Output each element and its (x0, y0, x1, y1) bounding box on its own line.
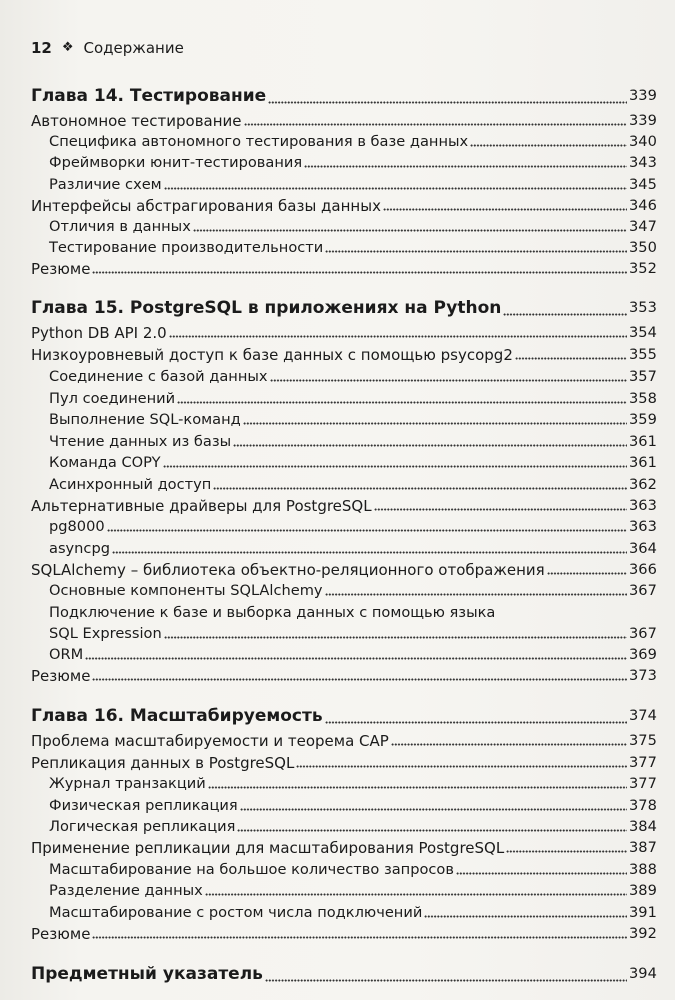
toc-entry-page: 369 (629, 646, 657, 663)
dot-leader (164, 187, 627, 190)
dot-leader (325, 593, 627, 596)
toc-entry-title: Масштабирование на большое количество запросов (49, 861, 454, 878)
dot-leader (456, 872, 627, 875)
toc-entry-page: 364 (629, 540, 657, 557)
toc-entry-page: 340 (629, 133, 657, 150)
toc-entry-title: Физическая репликация (49, 797, 238, 814)
toc-entry-title: Подключение к базе и выборка данных с помощью языка (49, 604, 496, 621)
toc-entry-title: ORM (49, 646, 84, 663)
dot-leader (506, 850, 627, 853)
toc-entry-page: 362 (629, 476, 657, 493)
toc-entry-title: Автономное тестирование (31, 112, 242, 130)
toc-entry-page: 375 (629, 732, 657, 749)
toc-entry-title: Логическая репликация (49, 818, 236, 835)
toc-entry-title: Пул соединений (49, 390, 176, 407)
toc-entry-page: 339 (629, 87, 657, 104)
toc-entry-title: Отличия в данных (49, 218, 191, 235)
toc-subsection-entry-continuation (49, 623, 656, 643)
toc-entry-title: Применение репликации для масштабирования PostgreSQL (31, 839, 505, 857)
toc-entry-title: Масштабирование с ростом числа подключений (49, 904, 423, 921)
dot-leader (233, 444, 627, 447)
toc-entry-page: 377 (629, 775, 657, 792)
toc-entry-page: 384 (629, 818, 657, 835)
toc-entry-page: 358 (629, 390, 657, 407)
toc-entry-title-continuation: SQL Expression (49, 625, 162, 642)
toc-entry-page: 357 (629, 368, 657, 385)
toc-subsection-entry (49, 431, 656, 451)
toc-subsection-entry (49, 174, 656, 194)
toc-entry-page: 374 (629, 707, 657, 724)
dot-leader (107, 529, 627, 532)
toc-entry-title: Интерфейсы абстрагирования базы данных (31, 197, 381, 215)
dot-leader (325, 721, 627, 724)
dot-leader (268, 101, 627, 104)
dot-leader (92, 271, 627, 274)
toc-entry-title: Глава 15. PostgreSQL в приложениях на Python (31, 298, 502, 318)
dot-leader (169, 335, 627, 338)
toc-subsection-entry (49, 216, 656, 236)
toc-entry-title: Различие схем (49, 176, 162, 193)
toc-entry-page: 343 (629, 154, 657, 171)
toc-subsection-entry (49, 474, 656, 494)
toc-entry-title: Репликация данных в PostgreSQL (31, 754, 295, 772)
toc-entry-page: 388 (629, 861, 657, 878)
toc-chapter-entry (31, 82, 656, 108)
dot-leader (547, 572, 627, 575)
toc-entry-page: 361 (629, 433, 657, 450)
dot-leader (177, 401, 627, 404)
page-number: 12 (31, 39, 52, 57)
toc-entry-title: Низкоуровневый доступ к базе данных с помощью psycopg2 (31, 346, 513, 364)
dot-leader (163, 465, 627, 468)
toc-subsection-entry (49, 366, 656, 386)
dot-leader (164, 636, 627, 639)
dot-leader (85, 657, 627, 660)
toc-subsection-entry (49, 880, 656, 900)
toc-entry-page: 378 (629, 797, 657, 814)
toc-entry-page: 353 (629, 299, 657, 316)
toc-entry-title: Глава 16. Масштабируемость (31, 706, 323, 726)
toc-chapter-entry (31, 960, 656, 986)
dot-leader (243, 422, 627, 425)
toc-entry-page: 366 (629, 561, 657, 578)
dot-leader (265, 979, 627, 982)
toc-entry-page: 347 (629, 218, 657, 235)
toc-entry-page: 361 (629, 454, 657, 471)
toc-subsection-entry (49, 452, 656, 472)
toc-section-entry (31, 344, 656, 364)
dot-leader (240, 808, 627, 811)
toc-section-entry (31, 559, 656, 579)
diamond-separator-icon: ❖ (61, 40, 74, 55)
toc-entry-title: SQLAlchemy – библиотека объектно-реляционного отображения (31, 561, 545, 579)
toc-entry-title: Альтернативные драйверы для PostgreSQL (31, 497, 372, 515)
toc-subsection-entry (49, 237, 656, 257)
toc-entry-title: Чтение данных из базы (49, 433, 232, 450)
toc-entry-title: Журнал транзакций (49, 775, 206, 792)
toc-entry-title: Резюме (31, 260, 91, 278)
toc-entry-title: Соединение с базой данных (49, 368, 268, 385)
toc-subsection-entry (49, 602, 656, 622)
toc-entry-page: 354 (629, 324, 657, 341)
toc-entry-page: 355 (629, 346, 657, 363)
dot-leader (213, 487, 627, 490)
toc-entry-page: 387 (629, 839, 657, 856)
dot-leader (244, 123, 627, 126)
toc-subsection-entry (49, 644, 656, 664)
toc-entry-title: Python DB API 2.0 (31, 324, 167, 342)
toc-entry-title: Резюме (31, 925, 91, 943)
toc-entry-page: 377 (629, 754, 657, 771)
toc-section-entry (31, 837, 656, 857)
toc-section-entry (31, 923, 656, 943)
dot-leader (92, 678, 627, 681)
toc-entry-title: Разделение данных (49, 882, 203, 899)
toc-chapter-entry (31, 294, 656, 320)
toc-entry-page: 363 (629, 497, 657, 514)
toc-entry-page: 350 (629, 239, 657, 256)
toc-entry-page: 345 (629, 176, 657, 193)
toc-entry-page: 363 (629, 518, 657, 535)
toc-subsection-entry (49, 580, 656, 600)
dot-leader (325, 250, 627, 253)
toc-entry-page: 339 (629, 112, 657, 129)
toc-subsection-entry (49, 516, 656, 536)
toc-entry-page: 373 (629, 667, 657, 684)
toc-entry-title: Специфика автономного тестирования в базе данных (49, 133, 469, 150)
toc-entry-page: 359 (629, 411, 657, 428)
toc-entry-title: Команда COPY (49, 454, 161, 471)
dot-leader (208, 786, 627, 789)
toc-entry-title: Резюме (31, 667, 91, 685)
toc-entry-title: Тестирование производительности (49, 239, 324, 256)
toc-entry-page: 367 (629, 582, 657, 599)
toc-section-entry (31, 730, 656, 750)
toc-entry-page: 367 (629, 625, 657, 642)
toc-entry-page: 392 (629, 925, 657, 942)
toc-subsection-entry (49, 859, 656, 879)
dot-leader (470, 144, 627, 147)
toc-entry-title: Проблема масштабируемости и теорема CAP (31, 732, 389, 750)
dot-leader (391, 743, 627, 746)
toc-entry-page: 352 (629, 260, 657, 277)
toc-entry-title: pg8000 (49, 518, 105, 535)
toc-section-entry (31, 495, 656, 515)
toc-section-entry (31, 258, 656, 278)
toc-section-entry (31, 752, 656, 772)
toc-subsection-entry (49, 795, 656, 815)
header-title: Содержание (83, 39, 184, 57)
toc-subsection-entry (49, 388, 656, 408)
toc-chapter-entry (31, 702, 656, 728)
dot-leader (503, 313, 627, 316)
toc-entry-title: Глава 14. Тестирование (31, 86, 267, 106)
dot-leader (383, 208, 627, 211)
toc-entry-title: Основные компоненты SQLAlchemy (49, 582, 323, 599)
toc-entry-page: 346 (629, 197, 657, 214)
toc-entry-title: Выполнение SQL-команд (49, 411, 241, 428)
toc-entry-page: 391 (629, 904, 657, 921)
running-header (31, 38, 184, 58)
toc-entry-page: 394 (629, 965, 657, 982)
toc-subsection-entry (49, 816, 656, 836)
toc-entry-page: 389 (629, 882, 657, 899)
dot-leader (205, 893, 627, 896)
toc-subsection-entry (49, 773, 656, 793)
dot-leader (193, 229, 627, 232)
dot-leader (296, 765, 627, 768)
dot-leader (92, 936, 627, 939)
toc-subsection-entry (49, 409, 656, 429)
dot-leader (270, 379, 627, 382)
dot-leader (237, 829, 627, 832)
toc-entry-title: Фреймворки юнит-тестирования (49, 154, 303, 171)
dot-leader (374, 508, 627, 511)
toc-subsection-entry (49, 538, 656, 558)
dot-leader (424, 915, 627, 918)
dot-leader (515, 357, 627, 360)
dot-leader (112, 551, 627, 554)
toc-section-entry (31, 322, 656, 342)
toc-entry-title: Предметный указатель (31, 964, 263, 984)
toc-entry-title: Асинхронный доступ (49, 476, 212, 493)
toc-subsection-entry (49, 152, 656, 172)
toc-section-entry (31, 665, 656, 685)
toc-subsection-entry (49, 902, 656, 922)
toc-subsection-entry (49, 131, 656, 151)
dot-leader (304, 165, 627, 168)
toc-section-entry (31, 195, 656, 215)
toc-entry-title: asyncpg (49, 540, 110, 557)
toc-section-entry (31, 110, 656, 130)
